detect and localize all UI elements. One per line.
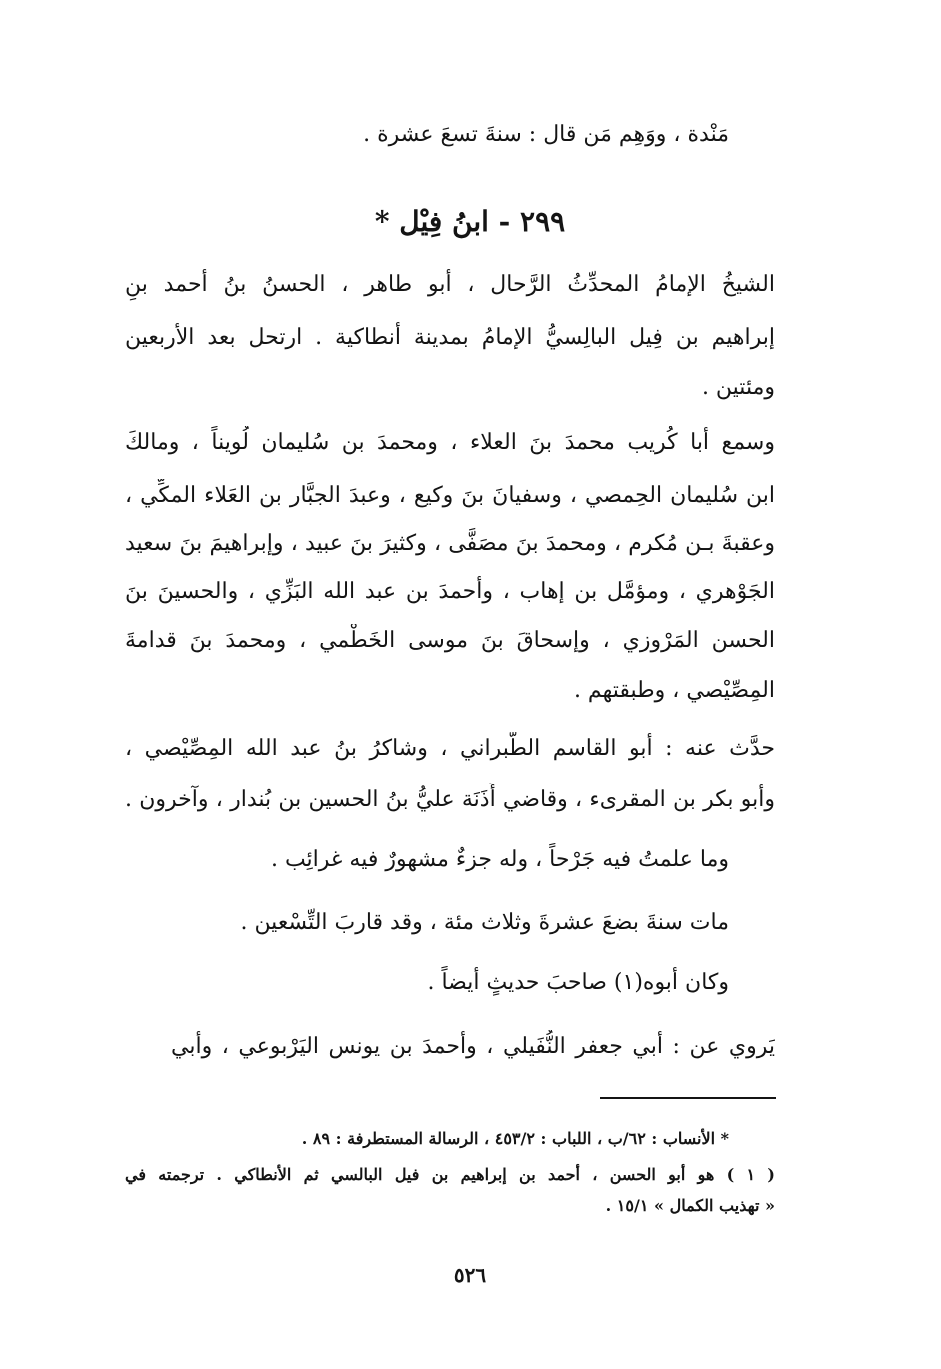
page-number: ٥٢٦ — [453, 1263, 487, 1287]
continuation-line: مَنْدة ، ووَهِم مَن قال : سنةَ تسعَ عشرة . — [363, 122, 729, 147]
paragraph-line: الجَوْهري ، ومؤمَّل بن إهاب ، وأحمدَ بن عبد الله البَزِّي ، والحسينَ بنَ — [125, 579, 775, 604]
footnote-divider — [600, 1097, 776, 1099]
footnote-line: * الأنساب : ٦٢/ب ، اللباب : ٤٥٣/٢ ، الرسالة المستطرفة : ٨٩ . — [301, 1129, 729, 1148]
paragraph-line: ابن سُليمان الحِمصي ، وسفيانَ بنَ وكيع ، وعبدَ الجبَّار بن العَلاء المكِّي ، — [125, 483, 775, 508]
paragraph-line: إبراهيم بن فِيل البالِسيُّ الإمامُ بمدينة أنطاكية . ارتحل بعد الأربعين — [125, 325, 775, 350]
paragraph-line: الشيخُ الإمامُ المحدِّثُ الرَّحال ، أبو طاهر ، الحسنُ بنُ أحمد بنِ — [125, 272, 775, 297]
paragraph-line: ومئتين . — [701, 375, 775, 400]
paragraph-line: وأبو بكر بن المقرىء ، وقاضي أَذَنَة عليُّ بنُ الحسين بن بُندار ، وآخرون . — [125, 787, 775, 812]
footnote-line: « تهذيب الكمال » ١٥/١ . — [605, 1196, 775, 1215]
paragraph-line: يَروي عن : أبي جعفر النُّفَيلي ، وأحمدَ بن يونس اليَرْبوعي ، وأبي — [171, 1034, 775, 1059]
paragraph-line: وما علمتُ فيه جَرْحاً ، وله جزءٌ مشهورٌ فيه غرائِب . — [270, 847, 729, 872]
paragraph-line: حدَّث عنه : أبو القاسم الطَّبراني ، وشاكرُ بنُ عبد الله المِصِّيْصي ، — [125, 736, 775, 761]
paragraph-line: وكان أبوه(١) صاحبَ حديثٍ أيضاً . — [427, 970, 729, 995]
paragraph-line: المِصِّيْصي ، وطبقتهم . — [573, 678, 775, 703]
paragraph-line: الحسن المَرْوزي ، وإسحاقَ بنَ موسى الخَطْمي ، ومحمدَ بنَ قدامةَ — [125, 628, 775, 653]
paragraph-line: مات سنةَ بضعَ عشرةَ وثلاث مئة ، وقد قاربَ التِّسْعين . — [240, 910, 729, 935]
entry-heading: ٢٩٩ - ابنُ فِيْل * — [374, 205, 566, 238]
paragraph-line: وعقبةَ بـن مُكرم ، ومحمدَ بنَ مصَفَّى ، وكثيرَ بنَ عبيد ، وإبراهيمَ بنَ سعيد — [125, 531, 775, 556]
paragraph-line: وسمع أبا كُريب محمدَ بنَ العلاء ، ومحمدَ بن سُليمان لُويناً ، ومالكَ — [125, 430, 775, 455]
footnote-line: ( ١ ) هو أبو الحسن ، أحمد بن إبراهيم بن فيل البالسي ثم الأنطاكي . ترجمته في — [125, 1165, 775, 1184]
